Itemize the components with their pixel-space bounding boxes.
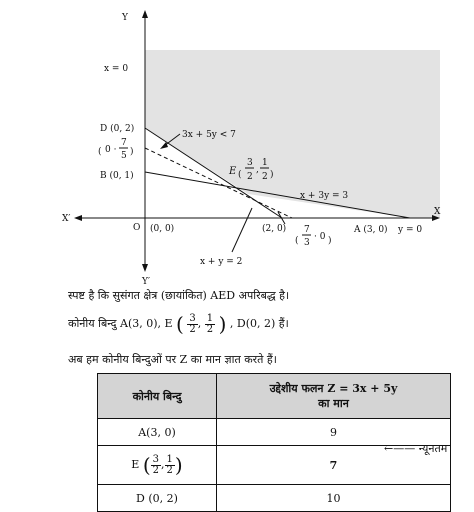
label-075-den: 5 (121, 151, 127, 161)
paren-close-075: ) (130, 147, 134, 157)
fraction-1 (187, 314, 197, 335)
header-corner-point: कोनीय बिन्दु (98, 374, 217, 419)
paren-open-E: ( (238, 170, 242, 180)
paren-close: ) (174, 453, 183, 477)
cell-point: A(3, 0) (98, 419, 217, 446)
header-objective-line1: उद्देशीय फलन Z = 3x + 5y (269, 382, 398, 395)
label-730-num: 7 (304, 225, 310, 235)
x0-label: x = 0 (104, 64, 129, 74)
paren-open-075: ( (98, 147, 102, 157)
frac1-num: 3 (189, 312, 196, 324)
text-line-1: स्पष्ट है कि सुसंगत क्षेत्र (छायांकित) AED अपरिबद्ध है। (68, 289, 290, 302)
label-E-prefix: E (229, 166, 237, 177)
paren-close-730: ) (328, 236, 332, 246)
x-axis-neg-arrow (74, 215, 82, 221)
point-A-label: A (3, 0) (354, 225, 388, 235)
label-730-suffix: · 0 (314, 232, 326, 242)
pointer-dashed-arrow (160, 142, 168, 149)
text-line-3: अब हम कोनीय बिन्दुओं पर Z का मान ज्ञात करते हैं। (68, 353, 277, 366)
header-objective-value (217, 374, 451, 419)
origin-label: O (133, 223, 141, 233)
cell-point-prefix: E (131, 458, 140, 471)
text-line-2: कोनीय बिन्दु A(3, 0), E ( $\frac{3}{2}$ , $\frac{1}{2}$ ) , D(0, 2) हैं। (68, 312, 289, 336)
label-075-num: 7 (121, 138, 127, 148)
frac2-num: 1 (206, 312, 214, 324)
y-axis-neg-arrow (142, 264, 148, 272)
cell-point: E ( $\frac{3}{2}$ , $\frac{1}{2}$ ) (98, 446, 217, 485)
label-3x-5y-7: 3x + 5y < 7 (182, 130, 236, 140)
paren-open: ( (142, 453, 151, 477)
label-x-y-2: x + y = 2 (200, 257, 243, 267)
point-20-label: (2, 0) (262, 224, 287, 234)
paren-close: ) (218, 312, 227, 336)
label-E-den2: 2 (262, 172, 268, 182)
axis-x-label: X (434, 207, 441, 217)
y0-label: y = 0 (398, 225, 423, 235)
header-objective-line2: का मान (318, 397, 349, 410)
minimum-note: ←—— न्यूनतम (384, 442, 448, 455)
cell-value: 10 (217, 485, 451, 512)
paren-open-730: ( (295, 236, 299, 246)
frac1-num: 3 (152, 453, 160, 465)
label-075-prefix: 0 · (105, 145, 117, 155)
axis-y-label: Y (122, 13, 128, 23)
cell-value: 9 (217, 419, 451, 446)
cell-value-min: 7 (217, 446, 451, 485)
label-E-comma: , (256, 165, 259, 175)
text-line-2b: , D(0, 2) हैं। (229, 317, 289, 330)
paren-open: ( (176, 312, 184, 336)
text-line-2a: कोनीय बिन्दु A(3, 0), E (68, 317, 173, 330)
fraction-2 (165, 455, 175, 476)
label-730-den: 3 (304, 238, 310, 248)
table-row (98, 485, 451, 512)
frac2-den: 2 (166, 464, 173, 476)
origin-coord-label: (0, 0) (150, 224, 175, 234)
cell-point: D (0, 2) (98, 485, 217, 512)
label-E-num1: 3 (247, 158, 253, 168)
pointer-xpy-label (232, 208, 252, 252)
frac1-den: 2 (152, 464, 160, 476)
y-axis-arrow (142, 10, 148, 18)
axis-x-neg-label: X′ (62, 214, 71, 224)
label-x-3y-3: x + 3y = 3 (300, 191, 349, 201)
label-E-num2: 1 (262, 158, 268, 168)
paren-close-E: ) (270, 170, 274, 180)
label-E-den1: 2 (247, 172, 253, 182)
frac2-den: 2 (206, 323, 214, 335)
table-header-row (98, 374, 451, 419)
fraction-2 (205, 314, 215, 335)
point-B-label: B (0, 1) (100, 171, 134, 181)
axis-y-neg-label: Y′ (142, 277, 150, 285)
fraction-1 (151, 455, 161, 476)
point-D-label: D (0, 2) (100, 124, 135, 134)
frac2-num: 1 (166, 453, 173, 465)
frac1-den: 2 (189, 323, 196, 335)
